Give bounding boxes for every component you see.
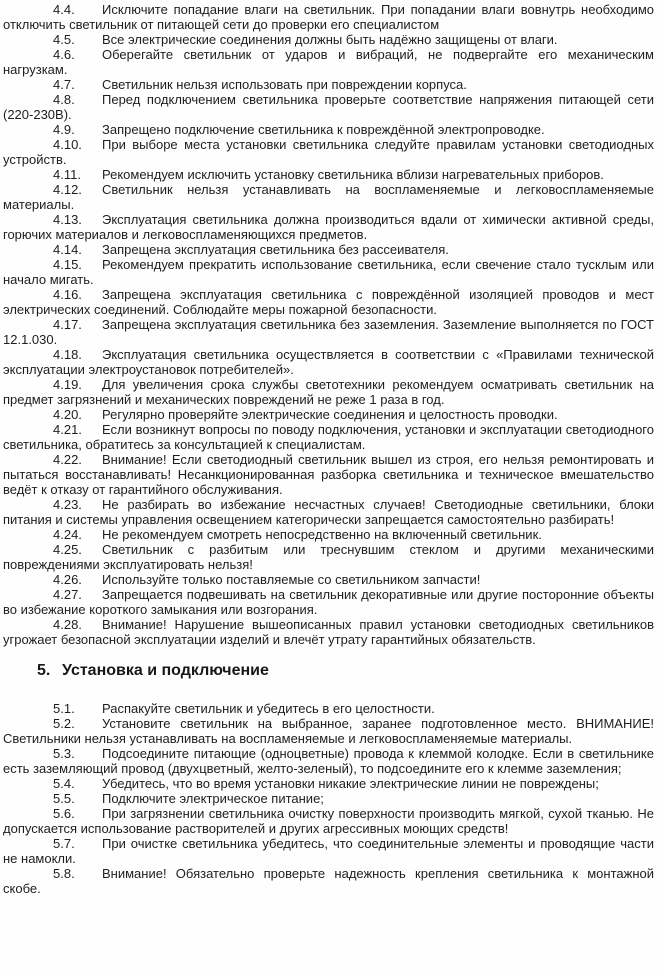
paragraph-number: 4.9. — [53, 122, 75, 137]
paragraph-text: Если возникнут вопросы по поводу подключения, установки и эксплуатации светодиодного светильника, обратитесь за консультацией к специалистам. — [3, 422, 654, 452]
paragraph-text: Запрещено подключение светильника к повреждённой электропроводке. — [102, 122, 545, 137]
section-5-heading — [3, 662, 654, 680]
paragraph-text: Запрещается подвешивать на светильник декоративные или другие посторонние объекты во избежание короткого замыкания или возгорания. — [3, 587, 654, 617]
paragraph-number: 5.1. — [53, 701, 75, 716]
section-5-heading-number: 5. — [37, 662, 51, 679]
paragraph-text: Убедитесь, что во время установки никакие электрические линии не повреждены; — [102, 776, 599, 791]
numbered-paragraph — [3, 497, 654, 527]
numbered-paragraph — [3, 422, 654, 452]
paragraph-number: 4.15. — [53, 257, 82, 272]
paragraph-number: 4.14. — [53, 242, 82, 257]
numbered-paragraph — [3, 242, 654, 257]
paragraph-text: Перед подключением светильника проверьте соответствие напряжения питающей сети (220-230В). — [3, 92, 654, 122]
paragraph-text: Используйте только поставляемые со светильником запчасти! — [102, 572, 481, 587]
numbered-paragraph — [3, 92, 654, 122]
numbered-paragraph — [3, 317, 654, 347]
section-5-heading-title: Установка и подключение — [62, 662, 269, 679]
numbered-paragraph — [3, 452, 654, 497]
numbered-paragraph — [3, 47, 654, 77]
paragraph-text: При загрязнении светильника очистку поверхности производить мягкой, сухой тканью. Не допускается использование растворителей и других агрессивных моющих средств! — [3, 806, 654, 836]
numbered-paragraph — [3, 257, 654, 287]
section-5-installation-steps-list — [3, 701, 654, 896]
paragraph-text: При выборе места установки светильника следуйте правилам установки светодиодных устройств. — [3, 137, 654, 167]
paragraph-number: 4.16. — [53, 287, 82, 302]
paragraph-text: Оберегайте светильник от ударов и вибраций, не подвергайте его механическим нагрузкам. — [3, 47, 654, 77]
paragraph-number: 5.2. — [53, 716, 75, 731]
numbered-paragraph — [3, 746, 654, 776]
paragraph-number: 4.8. — [53, 92, 75, 107]
paragraph-number: 4.7. — [53, 77, 75, 92]
paragraph-number: 5.3. — [53, 746, 75, 761]
paragraph-number: 4.28. — [53, 617, 82, 632]
paragraph-number: 4.5. — [53, 32, 75, 47]
paragraph-text: Внимание! Обязательно проверьте надежность крепления светильника к монтажной скобе. — [3, 866, 654, 896]
numbered-paragraph — [3, 212, 654, 242]
paragraph-text: Подключите электрическое питание; — [102, 791, 324, 806]
numbered-paragraph — [3, 287, 654, 317]
numbered-paragraph — [3, 806, 654, 836]
paragraph-number: 4.22. — [53, 452, 82, 467]
paragraph-text: Светильник нельзя использовать при повреждении корпуса. — [102, 77, 467, 92]
paragraph-text: Внимание! Если светодиодный светильник вышел из строя, его нельзя ремонтировать и пытаться восстанавливать! Несанкционированная разборка светильника и техническое вмешательство ведёт к отказу от гарантийного обслуживания. — [3, 452, 654, 497]
paragraph-text: Запрещена эксплуатация светильника с повреждённой изоляцией проводов и мест электрических соединений. Соблюдайте меры пожарной безопасности. — [3, 287, 654, 317]
numbered-paragraph — [3, 701, 654, 716]
paragraph-text: Регулярно проверяйте электрические соединения и целостность проводки. — [102, 407, 558, 422]
numbered-paragraph — [3, 527, 654, 542]
paragraph-text: Рекомендуем исключить установку светильника вблизи нагревательных приборов. — [102, 167, 604, 182]
paragraph-text: Установите светильник на выбранное, заранее подготовленное место. ВНИМАНИЕ! Светильники нельзя устанавливать на воспламеняемые и легковоспламеняемые материалы. — [3, 716, 654, 746]
paragraph-number: 4.4. — [53, 2, 75, 17]
paragraph-number: 4.10. — [53, 137, 82, 152]
numbered-paragraph — [3, 377, 654, 407]
paragraph-text: Исключите попадание влаги на светильник. При попадании влаги вовнутрь необходимо отключить светильник от питающей сети до проверки его специалистом — [3, 2, 654, 32]
paragraph-number: 4.13. — [53, 212, 82, 227]
numbered-paragraph — [3, 716, 654, 746]
numbered-paragraph — [3, 587, 654, 617]
paragraph-number: 5.7. — [53, 836, 75, 851]
paragraph-number: 4.17. — [53, 317, 82, 332]
paragraph-text: При очистке светильника убедитесь, что соединительные элементы и проводящие части не намокли. — [3, 836, 654, 866]
paragraph-number: 4.19. — [53, 377, 82, 392]
paragraph-number: 4.23. — [53, 497, 82, 512]
numbered-paragraph — [3, 407, 654, 422]
numbered-paragraph — [3, 167, 654, 182]
paragraph-text: Не рекомендуем смотреть непосредственно на включенный светильник. — [102, 527, 542, 542]
paragraph-text: Рекомендуем прекратить использование светильника, если свечение стало тусклым или начало мигать. — [3, 257, 654, 287]
numbered-paragraph — [3, 776, 654, 791]
paragraph-text: Для увеличения срока службы светотехники рекомендуем осматривать светильник на предмет загрязнений и механических повреждений не реже 1 раза в год. — [3, 377, 654, 407]
paragraph-number: 4.25. — [53, 542, 82, 557]
numbered-paragraph — [3, 32, 654, 47]
paragraph-number: 4.26. — [53, 572, 82, 587]
paragraph-text: Не разбирать во избежание несчастных случаев! Светодиодные светильники, блоки питания и системы управления освещением категорически запрещается самостоятельно разбирать! — [3, 497, 654, 527]
paragraph-text: Распакуйте светильник и убедитесь в его целостности. — [102, 701, 435, 716]
paragraph-number: 5.5. — [53, 791, 75, 806]
paragraph-text: Запрещена эксплуатация светильника без заземления. Заземление выполняется по ГОСТ 12.1.030. — [3, 317, 654, 347]
paragraph-text: Светильник нельзя устанавливать на воспламеняемые и легковоспламеняемые материалы. — [3, 182, 654, 212]
paragraph-number: 4.18. — [53, 347, 82, 362]
numbered-paragraph — [3, 791, 654, 806]
numbered-paragraph — [3, 182, 654, 212]
paragraph-text: Светильник с разбитым или треснувшим стеклом и другими механическими повреждениями эксплуатировать нельзя! — [3, 542, 654, 572]
paragraph-text: Подсоедините питающие (одноцветные) провода к клеммой колодке. Если в светильнике есть заземляющий провод (двухцветный, желто-зеленый), то подсоедините его к клемме заземления; — [3, 746, 654, 776]
numbered-paragraph — [3, 347, 654, 377]
numbered-paragraph — [3, 137, 654, 167]
paragraph-text: Запрещена эксплуатация светильника без рассеивателя. — [102, 242, 449, 257]
paragraph-number: 5.8. — [53, 866, 75, 881]
paragraph-number: 4.24. — [53, 527, 82, 542]
paragraph-number: 4.11. — [53, 167, 81, 182]
numbered-paragraph — [3, 836, 654, 866]
numbered-paragraph — [3, 572, 654, 587]
numbered-paragraph — [3, 77, 654, 92]
paragraph-text: Внимание! Нарушение вышеописанных правил установки светодиодных светильников угрожает безопасной эксплуатации изделий и влечёт утрату гарантийных обязательств. — [3, 617, 654, 647]
numbered-paragraph — [3, 617, 654, 647]
paragraph-number: 4.12. — [53, 182, 82, 197]
paragraph-number: 5.4. — [53, 776, 75, 791]
numbered-paragraph — [3, 122, 654, 137]
paragraph-text: Все электрические соединения должны быть надёжно защищены от влаги. — [102, 32, 558, 47]
paragraph-number: 4.21. — [53, 422, 82, 437]
paragraph-number: 4.6. — [53, 47, 75, 62]
paragraph-number: 4.27. — [53, 587, 82, 602]
numbered-paragraph — [3, 866, 654, 896]
paragraph-number: 5.6. — [53, 806, 75, 821]
paragraph-text: Эксплуатация светильника должна производиться вдали от химически активной среды, горючих материалов и легковоспламеняющихся предметов. — [3, 212, 654, 242]
numbered-paragraph — [3, 2, 654, 32]
paragraph-number: 4.20. — [53, 407, 82, 422]
section-4-safety-rules-list — [3, 2, 654, 647]
numbered-paragraph — [3, 542, 654, 572]
paragraph-text: Эксплуатация светильника осуществляется в соответствии с «Правилами технической эксплуатации электроустановок потребителей». — [3, 347, 654, 377]
